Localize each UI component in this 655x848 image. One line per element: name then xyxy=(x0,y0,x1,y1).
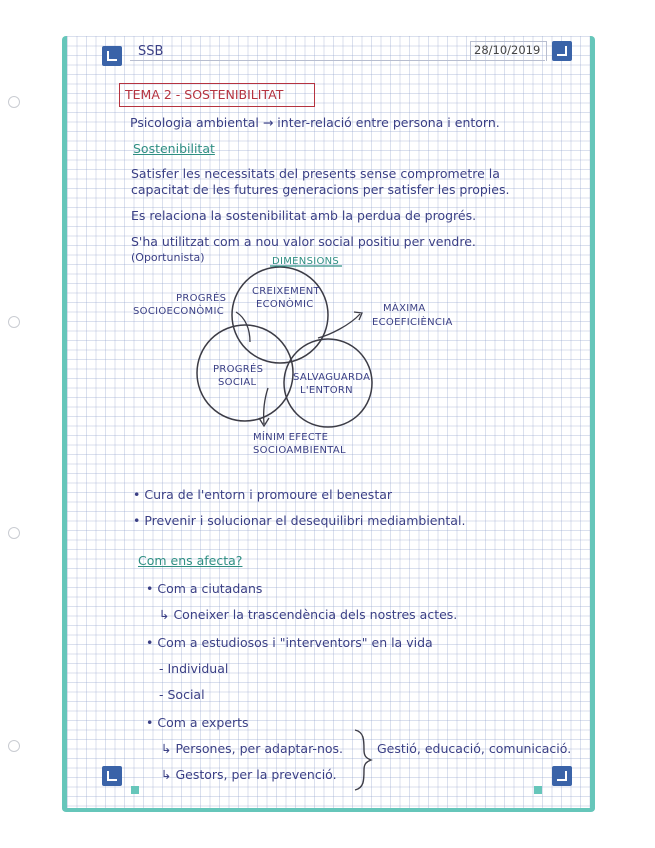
list-subitem-individual: - Individual xyxy=(159,661,229,676)
definition-line-2: capacitat de les futures generacions per satisfer les propies. xyxy=(131,182,510,197)
list-subitem-coneixer: ↳ Coneixer la trascendència dels nostres actes. xyxy=(159,607,458,622)
list-subitem-persones: ↳ Persones, per adaptar-nos. xyxy=(161,741,344,756)
outcome-socio-label-1: PROGRÉS xyxy=(176,293,227,304)
note-line-psicologia: Psicologia ambiental → inter-relació entre persona i entorn. xyxy=(130,115,500,130)
circle-left-label-2: SOCIAL xyxy=(218,377,257,388)
outcome-eco-label-1: MÀXIMA xyxy=(383,303,426,314)
outcome-eco-label-2: ECOEFICIÈNCIA xyxy=(372,317,453,328)
circle-right-label-2: L'ENTORN xyxy=(300,385,353,396)
list-item-text: Persones, per adaptar-nos. xyxy=(175,741,344,756)
list-item-text: Com a estudiosos i "interventors" en la vida xyxy=(157,635,433,650)
note-line-relacio: Es relaciona la sostenibilitat amb la perdua de progrés. xyxy=(131,208,477,223)
outcome-minim-label-2: SOCIOAMBIENTAL xyxy=(253,445,346,456)
definition-line-1: Satisfer les necessitats del presents sense comprometre la xyxy=(131,166,500,181)
circle-left-label-1: PROGRÉS xyxy=(213,364,264,375)
diagram-title: DIMENSIONS xyxy=(272,256,340,267)
header-date: 28/10/2019 xyxy=(474,43,541,57)
circle-top-label-2: ECONÒMIC xyxy=(256,299,314,310)
header-subject: SSB xyxy=(138,44,164,59)
note-line-oportunista: (Oportunista) xyxy=(131,251,205,264)
list-item-text: Com a experts xyxy=(157,715,249,730)
roles-text: Gestió, educació, comunicació. xyxy=(377,741,572,756)
list-item-ciutadans: • Com a ciutadans xyxy=(146,581,263,596)
note-line-utilitzat: S'ha utilitzat com a nou valor social positiu per vendre. xyxy=(131,234,476,249)
outcome-socio-label-2: SOCIOECONÒMIC xyxy=(133,306,225,317)
bullet-text: Cura de l'entorn i promoure el benestar xyxy=(144,487,393,502)
section-heading-afecta: Com ens afecta? xyxy=(138,553,243,568)
list-item-text: Com a ciutadans xyxy=(157,581,263,596)
list-item-text: Gestors, per la prevenció. xyxy=(175,767,337,782)
list-subitem-social: - Social xyxy=(159,687,205,702)
section-heading-sostenibilitat: Sostenibilitat xyxy=(133,141,215,156)
outcome-minim-label-1: MÍNIM EFECTE xyxy=(253,432,329,443)
bullet-item-1: • Cura de l'entorn i promoure el benestar xyxy=(133,487,393,502)
page-title: TEMA 2 - SOSTENIBILITAT xyxy=(125,87,284,102)
list-subitem-gestors: ↳ Gestors, per la prevenció. xyxy=(161,767,337,782)
list-item-text: Coneixer la trascendència dels nostres actes. xyxy=(173,607,458,622)
list-item-experts: • Com a experts xyxy=(146,715,249,730)
bullet-text: Prevenir i solucionar el desequilibri mediambiental. xyxy=(144,513,466,528)
list-item-estudiosos: • Com a estudiosos i "interventors" en la vida xyxy=(146,635,433,650)
circle-right-label-1: SALVAGUARDA xyxy=(293,372,371,383)
circle-top-label-1: CREIXEMENT xyxy=(252,286,320,297)
bullet-item-2: • Prevenir i solucionar el desequilibri mediambiental. xyxy=(133,513,466,528)
